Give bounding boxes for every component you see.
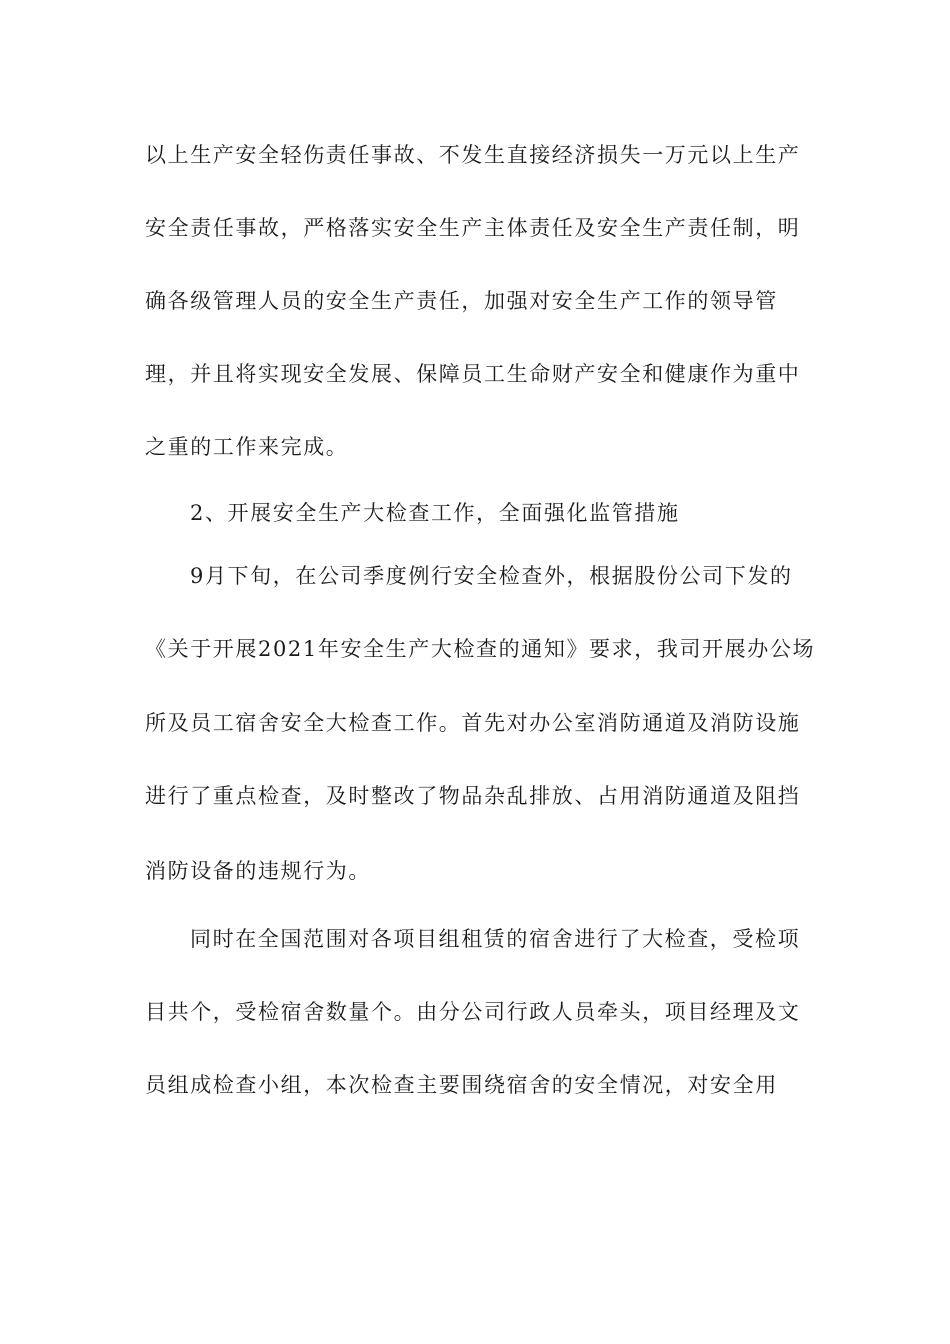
section-heading: 2、开展安全生产大检查工作，全面强化监管措施 (190, 501, 680, 525)
paragraph-line: 目共个，受检宿舍数量个。由分公司行政人员牵头，项目经理及文 (145, 1000, 801, 1024)
paragraph-line: 进行了重点检查，及时整改了物品杂乱排放、占用消防通道及阻挡 (145, 784, 801, 808)
paragraph-line: 安全责任事故，严格落实安全生产主体责任及安全生产责任制，明 (145, 216, 801, 240)
paragraph-line: 确各级管理人员的安全生产责任，加强对安全生产工作的领导管 (145, 289, 778, 313)
paragraph-line: 消防设备的违规行为。 (145, 859, 371, 883)
paragraph-line: 员组成检查小组，本次检查主要围绕宿舍的安全情况，对安全用 (145, 1073, 778, 1097)
paragraph-line: 所及员工宿舍安全大检查工作。首先对办公室消防通道及消防设施 (145, 711, 801, 735)
paragraph-line: 以上生产安全轻伤责任事故、不发生直接经济损失一万元以上生产 (145, 143, 801, 167)
paragraph-line: 《关于开展2021年安全生产大检查的通知》要求，我司开展办公场 (145, 637, 816, 661)
paragraph-line: 之重的工作来完成。 (145, 435, 349, 459)
paragraph-line: 9月下旬，在公司季度例行安全检查外，根据股份公司下发的 (190, 564, 793, 588)
paragraph-line: 同时在全国范围对各项目组租赁的宿舍进行了大检查，受检项 (190, 927, 801, 951)
paragraph-line: 理，并且将实现安全发展、保障员工生命财产安全和健康作为重中 (145, 362, 801, 386)
